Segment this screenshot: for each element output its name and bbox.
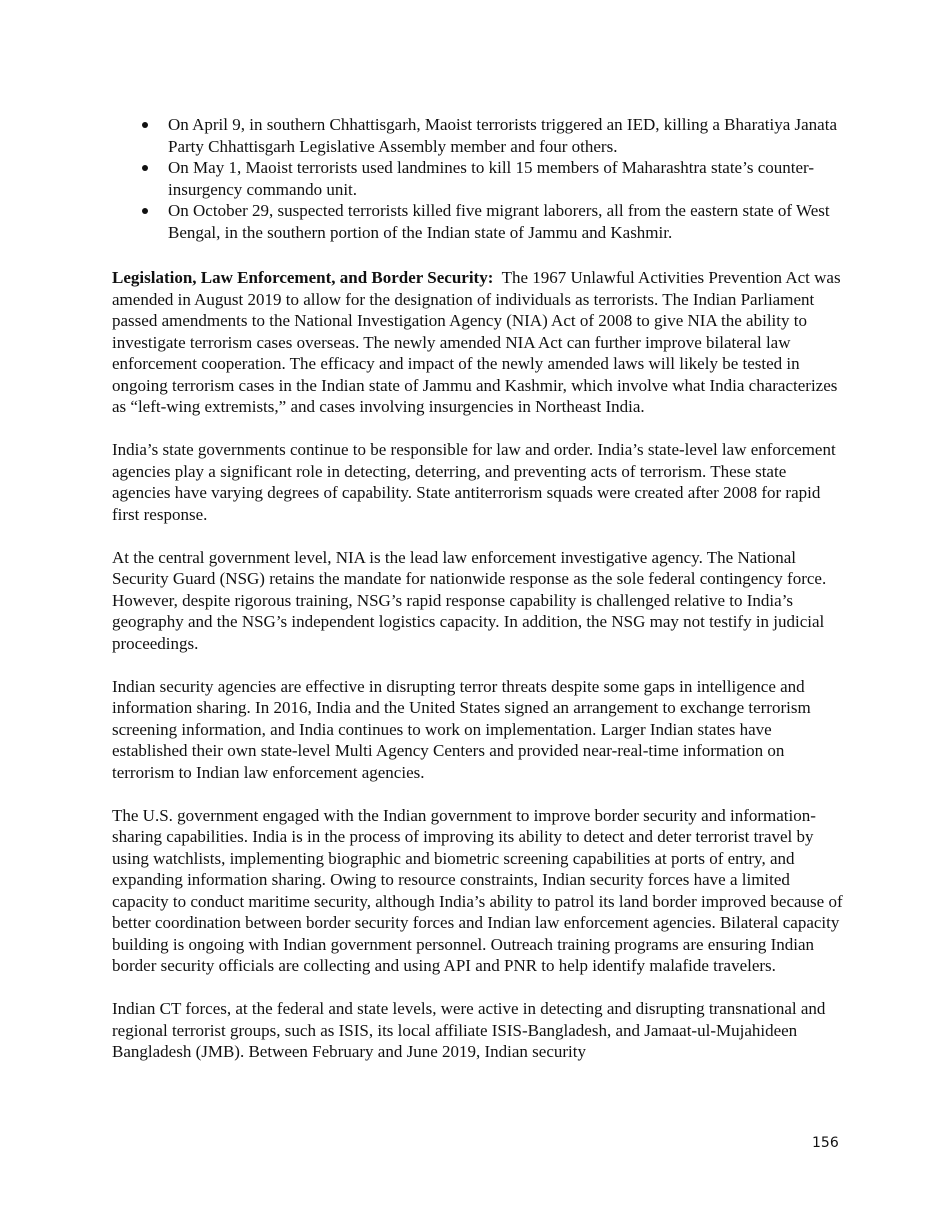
bullet-dot-icon (142, 208, 148, 214)
bullet-text: On October 29, suspected terrorists killed five migrant laborers, all from the eastern state of West Bengal, in the southern portion of the Indian state of Jammu and Kashmir. (168, 201, 830, 242)
bullet-item (112, 200, 842, 243)
intro-paragraph (112, 267, 844, 418)
bullet-dot-icon (142, 165, 148, 171)
bullet-item (112, 114, 842, 157)
incident-bullet-list (112, 114, 842, 243)
body-paragraph: Indian security agencies are effective in disrupting terror threats despite some gaps in intelligence and information sharing. In 2016, India and the United States signed an arrangement to exchange terrorism screening information, and India continues to work on implementation. Larger Indian states have established their own state-level Multi Agency Centers and provided near-real-time information on terrorism to Indian law enforcement agencies. (112, 676, 811, 782)
bullet-text: On April 9, in southern Chhattisgarh, Maoist terrorists triggered an IED, killing a Bharatiya Janata Party Chhattisgarh Legislative Assembly member and four others. (168, 115, 837, 156)
body-paragraph: Indian CT forces, at the federal and state levels, were active in detecting and disrupting transnational and regional terrorist groups, such as ISIS, its local affiliate ISIS-Bangladesh, and Jamaat-ul-Mujahideen Bangladesh (JMB). Between February and June 2019, Indian security (112, 999, 826, 1061)
intro-text: The 1967 Unlawful Activities Prevention Act was amended in August 2019 to allow for the designation of individuals as terrorists. The Indian Parliament passed amendments to the National Investigation Agency (NIA) Act of 2008 to give NIA the ability to investigate terrorism cases overseas. The newly amended NIA Act can further improve bilateral law enforcement cooperation. The efficacy and impact of the newly amended laws will likely be tested in ongoing terrorism cases in the Indian state of Jammu and Kashmir, which involve what India characterizes as “left-wing extremists,” and cases involving insurgencies in Northeast India. (112, 268, 841, 416)
section-heading: Legislation, Law Enforcement, and Border Security: (112, 268, 494, 287)
section-body (112, 267, 844, 1084)
body-paragraph: The U.S. government engaged with the Indian government to improve border security and information-sharing capabilities. India is in the process of improving its ability to detect and deter terrorist travel by using watchlists, implementing biographic and biometric screening capabilities at ports of entry, and expanding information sharing. Owing to resource constraints, Indian security forces have a limited capacity to conduct maritime security, although India’s ability to patrol its land border improved because of better coordination between border security forces and Indian law enforcement agencies. Bilateral capacity building is ongoing with Indian government personnel. Outreach training programs are ensuring Indian border security officials are collecting and using API and PNR to help identify malafide travelers. (112, 805, 843, 975)
bullet-item (112, 157, 842, 200)
bullet-dot-icon (142, 122, 148, 128)
body-paragraph: At the central government level, NIA is the lead law enforcement investigative agency. The National Security Guard (NSG) retains the mandate for nationwide response as the sole federal contingency force. However, despite rigorous training, NSG’s rapid response capability is challenged relative to India’s geography and the NSG’s independent logistics capacity. In addition, the NSG may not testify in judicial proceedings. (112, 547, 827, 653)
bullet-text: On May 1, Maoist terrorists used landmines to kill 15 members of Maharashtra state’s counter-insurgency commando unit. (168, 158, 814, 199)
page-number: 156 (812, 1135, 839, 1151)
body-paragraph: India’s state governments continue to be responsible for law and order. India’s state-level law enforcement agencies play a significant role in detecting, deterring, and preventing acts of terrorism. These state agencies have varying degrees of capability. State antiterrorism squads were created after 2008 for rapid first response. (112, 440, 836, 524)
